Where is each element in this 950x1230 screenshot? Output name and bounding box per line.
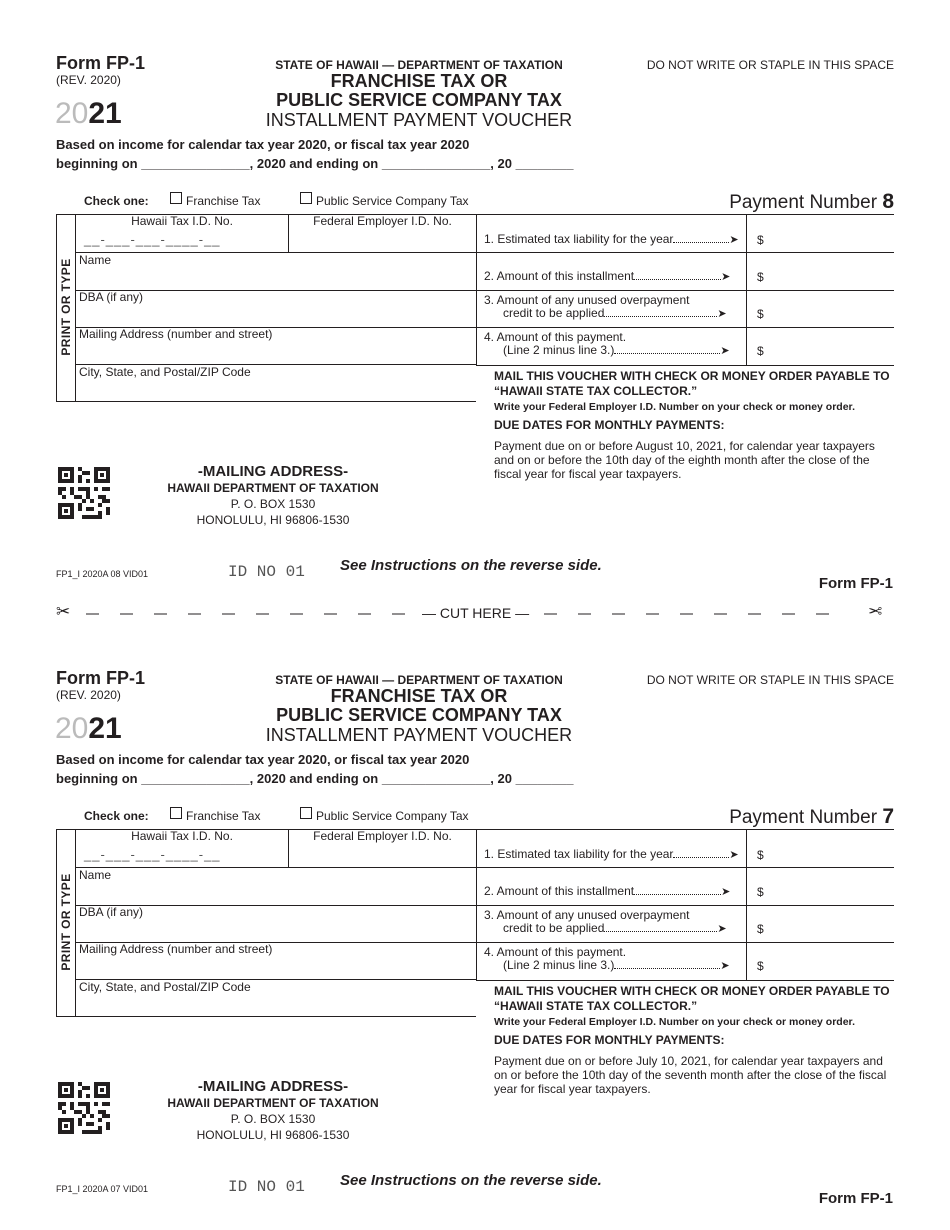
mailing-address-heading: -MAILING ADDRESS- <box>197 1078 349 1095</box>
cut-line <box>56 604 894 624</box>
arrow-icon: ➤ <box>729 234 739 246</box>
form-code: FP1_I 2020A 07 VID01 <box>56 1184 149 1194</box>
dba-field[interactable] <box>78 920 473 940</box>
line-2-label <box>484 270 730 284</box>
line-3-amount-field[interactable] <box>770 302 892 324</box>
see-instructions: See Instructions on the reverse side. <box>340 1172 602 1189</box>
name-label: Name <box>79 253 112 267</box>
arrow-icon: ➤ <box>721 886 731 898</box>
check-one-label: Check one: <box>84 809 149 823</box>
line-4-text-b: (Line 2 minus line 3.) <box>503 958 615 972</box>
public-service-checkbox[interactable] <box>300 192 312 204</box>
city-label: City, State, and Postal/ZIP Code <box>79 980 251 994</box>
line-2-amount-field[interactable] <box>770 265 892 287</box>
form-footer: Form FP-1 <box>818 575 893 592</box>
voucher-2 <box>0 615 950 1215</box>
payment-number-value: 8 <box>882 190 894 213</box>
line-3-dollar: $ <box>757 922 764 936</box>
year-prefix: 20 <box>55 712 89 745</box>
line-3-label-b <box>503 922 727 936</box>
do-not-write-notice: DO NOT WRITE OR STAPLE IN THIS SPACE <box>646 58 894 72</box>
voucher-1 <box>0 0 950 600</box>
line-4-amount-field[interactable] <box>770 954 892 976</box>
line-1-amount-field[interactable] <box>770 228 892 250</box>
payment-number-value: 7 <box>882 805 894 828</box>
id-number: ID NO 01 <box>228 563 305 581</box>
hawaii-tax-id-field[interactable]: __-___-___-____-__ <box>84 232 221 247</box>
line-4-dollar: $ <box>757 344 764 358</box>
form-title-line2: PUBLIC SERVICE COMPANY TAX <box>276 90 562 110</box>
line-4-amount-field[interactable] <box>770 339 892 361</box>
year-suffix: 21 <box>88 712 122 745</box>
arrow-icon: ➤ <box>717 308 727 320</box>
payment-number-label: Payment Number <box>729 192 878 213</box>
line-2-text: 2. Amount of this installment <box>484 269 635 283</box>
city-label: City, State, and Postal/ZIP Code <box>79 365 251 379</box>
public-service-label: Public Service Company Tax <box>316 194 469 208</box>
form-title-line1: FRANCHISE TAX OR <box>330 71 508 91</box>
hawaii-tax-id-label: Hawaii Tax I.D. No. <box>131 829 233 843</box>
form-code: FP1_I 2020A 08 VID01 <box>56 569 149 579</box>
line-4-dollar: $ <box>757 959 764 973</box>
fiscal-period-line[interactable]: beginning on _______________, 2020 and ending on _______________, 20 ________ <box>56 156 574 171</box>
line-2-dollar: $ <box>757 885 764 899</box>
form-revision: (REV. 2020) <box>56 688 121 702</box>
address-label: Mailing Address (number and street) <box>79 942 273 956</box>
line-2-label <box>484 885 730 899</box>
franchise-tax-label: Franchise Tax <box>186 194 261 208</box>
form-title-line1: FRANCHISE TAX OR <box>330 686 508 706</box>
arrow-icon: ➤ <box>729 849 739 861</box>
form-footer: Form FP-1 <box>818 1190 893 1207</box>
check-one-label: Check one: <box>84 194 149 208</box>
mailing-address-line2: P. O. BOX 1530 <box>230 1112 316 1126</box>
print-or-type-label <box>57 216 75 402</box>
line-4-text-a: 4. Amount of this payment. <box>484 945 627 959</box>
dba-label: DBA (if any) <box>79 905 144 919</box>
hawaii-tax-id-field[interactable]: __-___-___-____-__ <box>84 847 221 862</box>
hawaii-tax-id-label: Hawaii Tax I.D. No. <box>131 214 233 228</box>
fein-field[interactable] <box>292 845 472 865</box>
due-dates-heading: DUE DATES FOR MONTHLY PAYMENTS: <box>494 418 725 432</box>
year-prefix: 20 <box>55 97 89 130</box>
line-2-dollar: $ <box>757 270 764 284</box>
cut-dashes-right <box>544 613 844 615</box>
fiscal-period-line[interactable]: beginning on _______________, 2020 and ending on _______________, 20 ________ <box>56 771 574 786</box>
mailing-address-line1: HAWAII DEPARTMENT OF TAXATION <box>167 1096 379 1110</box>
department-heading: STATE OF HAWAII — DEPARTMENT OF TAXATION <box>275 673 563 687</box>
line-1-dollar: $ <box>757 233 764 247</box>
due-dates-heading: DUE DATES FOR MONTHLY PAYMENTS: <box>494 1033 725 1047</box>
year-suffix: 21 <box>88 97 122 130</box>
payment-number <box>729 805 894 829</box>
qr-code-icon <box>58 467 110 519</box>
mailing-address-line3: HONOLULU, HI 96806-1530 <box>196 1128 350 1142</box>
mail-instruction: MAIL THIS VOUCHER WITH CHECK OR MONEY ORDER PAYABLE TO “HAWAII STATE TAX COLLECTOR.” <box>494 369 890 398</box>
line-4-text-b: (Line 2 minus line 3.) <box>503 343 615 357</box>
mailing-address-line1: HAWAII DEPARTMENT OF TAXATION <box>167 481 379 495</box>
line-4-label-b <box>503 959 730 973</box>
payment-number-label: Payment Number <box>729 807 878 828</box>
arrow-icon: ➤ <box>721 271 731 283</box>
line-1-amount-field[interactable] <box>770 843 892 865</box>
cut-here-label: — CUT HERE — <box>422 605 530 621</box>
arrow-icon: ➤ <box>720 345 730 357</box>
line-3-text-a: 3. Amount of any unused overpayment <box>484 908 690 922</box>
franchise-tax-label: Franchise Tax <box>186 809 261 823</box>
line-3-text-b: credit to be applied <box>503 921 605 935</box>
line-1-label <box>484 233 739 247</box>
qr-code-icon <box>58 1082 110 1134</box>
name-field[interactable] <box>78 268 473 288</box>
form-title-line2: PUBLIC SERVICE COMPANY TAX <box>276 705 562 725</box>
form-title-line3: INSTALLMENT PAYMENT VOUCHER <box>265 725 573 745</box>
address-label: Mailing Address (number and street) <box>79 327 273 341</box>
based-on-income: Based on income for calendar tax year 2020, or fiscal tax year 2020 <box>56 137 470 152</box>
due-dates-paragraph: Payment due on or before August 10, 2021, for calendar year taxpayers and on or before the 10th day of the eighth month after the close of the fiscal year for fiscal year taxpayers. <box>494 439 875 481</box>
form-title: Form FP-1 <box>56 53 146 73</box>
city-field[interactable] <box>78 995 473 1015</box>
public-service-checkbox[interactable] <box>300 807 312 819</box>
arrow-icon: ➤ <box>720 960 730 972</box>
franchise-tax-checkbox[interactable] <box>170 807 182 819</box>
line-1-text: 1. Estimated tax liability for the year <box>484 232 674 246</box>
based-on-income: Based on income for calendar tax year 2020, or fiscal tax year 2020 <box>56 752 470 767</box>
line-1-dollar: $ <box>757 848 764 862</box>
id-number: ID NO 01 <box>228 1178 305 1196</box>
fein-label: Federal Employer I.D. No. <box>313 829 452 843</box>
mailing-address-heading: -MAILING ADDRESS- <box>197 463 349 480</box>
dba-label: DBA (if any) <box>79 290 144 304</box>
line-3-text-b: credit to be applied <box>503 306 605 320</box>
write-fein-instruction: Write your Federal Employer I.D. Number on your check or money order. <box>494 401 855 413</box>
fein-field[interactable] <box>292 230 472 250</box>
mailing-address-line3: HONOLULU, HI 96806-1530 <box>196 513 350 527</box>
print-or-type-text: PRINT OR TYPE <box>59 873 73 971</box>
line-4-text-a: 4. Amount of this payment. <box>484 330 627 344</box>
name-label: Name <box>79 868 112 882</box>
line-1-label <box>484 848 739 862</box>
do-not-write-notice: DO NOT WRITE OR STAPLE IN THIS SPACE <box>646 673 894 687</box>
mail-instruction: MAIL THIS VOUCHER WITH CHECK OR MONEY ORDER PAYABLE TO “HAWAII STATE TAX COLLECTOR.” <box>494 984 890 1013</box>
due-dates-paragraph: Payment due on or before July 10, 2021, for calendar year taxpayers and on or before the 10th day of the seventh month after the close of the fiscal year for fiscal year taxpayers. <box>494 1054 887 1096</box>
line-4-label-b <box>503 344 730 358</box>
address-field[interactable] <box>78 342 473 362</box>
scissors-left-icon: ✂ <box>56 602 71 621</box>
print-or-type-label <box>57 831 75 1017</box>
dba-field[interactable] <box>78 305 473 325</box>
line-1-text: 1. Estimated tax liability for the year <box>484 847 674 861</box>
mailing-address-line2: P. O. BOX 1530 <box>230 497 316 511</box>
see-instructions: See Instructions on the reverse side. <box>340 557 602 574</box>
public-service-label: Public Service Company Tax <box>316 809 469 823</box>
franchise-tax-checkbox[interactable] <box>170 192 182 204</box>
form-title: Form FP-1 <box>56 668 146 688</box>
address-field[interactable] <box>78 957 473 977</box>
form-revision: (REV. 2020) <box>56 73 121 87</box>
line-3-text-a: 3. Amount of any unused overpayment <box>484 293 690 307</box>
fein-label: Federal Employer I.D. No. <box>313 214 452 228</box>
write-fein-instruction: Write your Federal Employer I.D. Number on your check or money order. <box>494 1016 855 1028</box>
line-3-label-b <box>503 307 727 321</box>
payment-number <box>729 190 894 214</box>
scissors-right-icon: ✂ <box>868 602 883 621</box>
line-2-amount-field[interactable] <box>770 880 892 902</box>
form-title-line3: INSTALLMENT PAYMENT VOUCHER <box>265 110 573 130</box>
name-field[interactable] <box>78 883 473 903</box>
arrow-icon: ➤ <box>717 923 727 935</box>
print-or-type-text: PRINT OR TYPE <box>59 258 73 356</box>
line-2-text: 2. Amount of this installment <box>484 884 635 898</box>
line-3-amount-field[interactable] <box>770 917 892 939</box>
city-field[interactable] <box>78 380 473 400</box>
cut-dashes-left <box>86 613 414 615</box>
department-heading: STATE OF HAWAII — DEPARTMENT OF TAXATION <box>275 58 563 72</box>
line-3-dollar: $ <box>757 307 764 321</box>
